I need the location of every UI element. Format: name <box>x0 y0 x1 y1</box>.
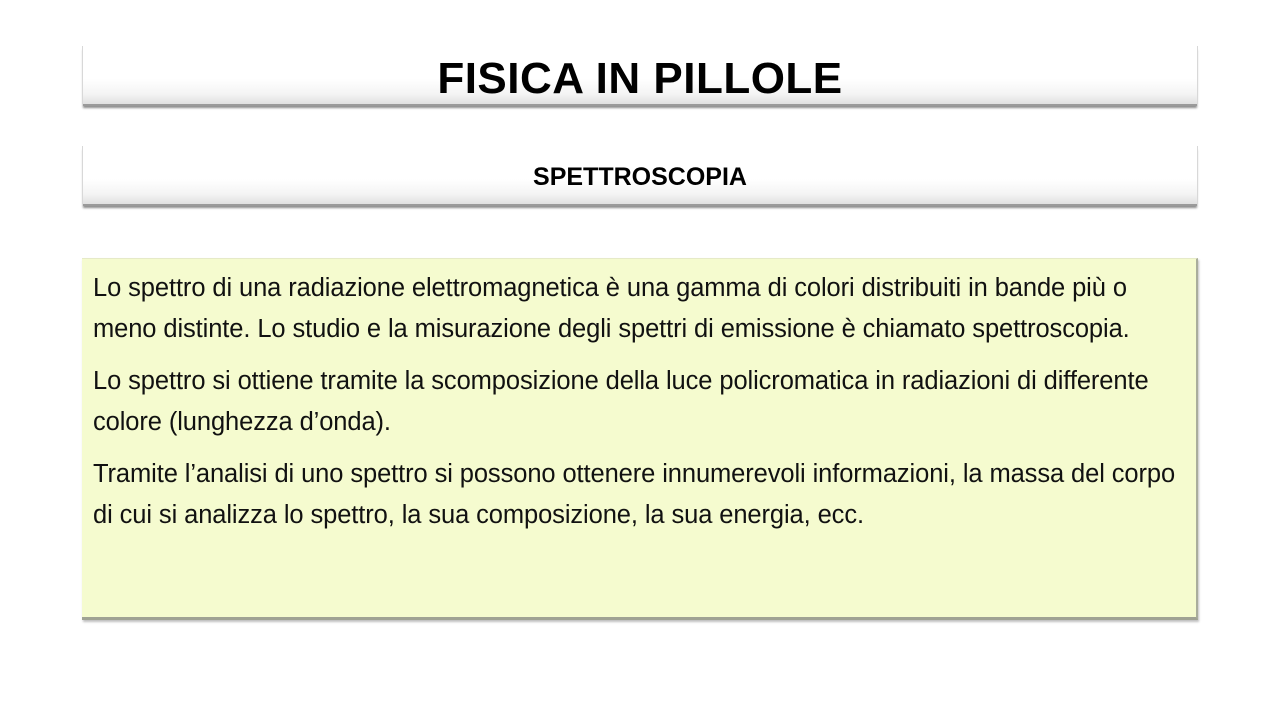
slide-title: FISICA IN PILLOLE <box>437 54 843 103</box>
content-text-box <box>82 258 1198 620</box>
paragraph: Tramite l’analisi di uno spettro si possono ottenere innumerevoli informazioni, la massa del corpo di cui si analizza lo spettro, la sua composizione, la sua energia, ecc. <box>93 460 1176 529</box>
title-banner <box>82 46 1198 106</box>
slide-subtitle: SPETTROSCOPIA <box>533 162 747 191</box>
paragraph: Lo spettro di una radiazione elettromagnetica è una gamma di colori distribuiti in bande più o meno distinte. Lo studio e la misurazione degli spettri di emissione è chiamato spettroscopia. <box>93 274 1130 343</box>
subtitle-banner <box>82 146 1198 206</box>
paragraph: Lo spettro si ottiene tramite la scomposizione della luce policromatica in radiazioni di differente colore (lunghezza d’onda). <box>93 367 1149 436</box>
